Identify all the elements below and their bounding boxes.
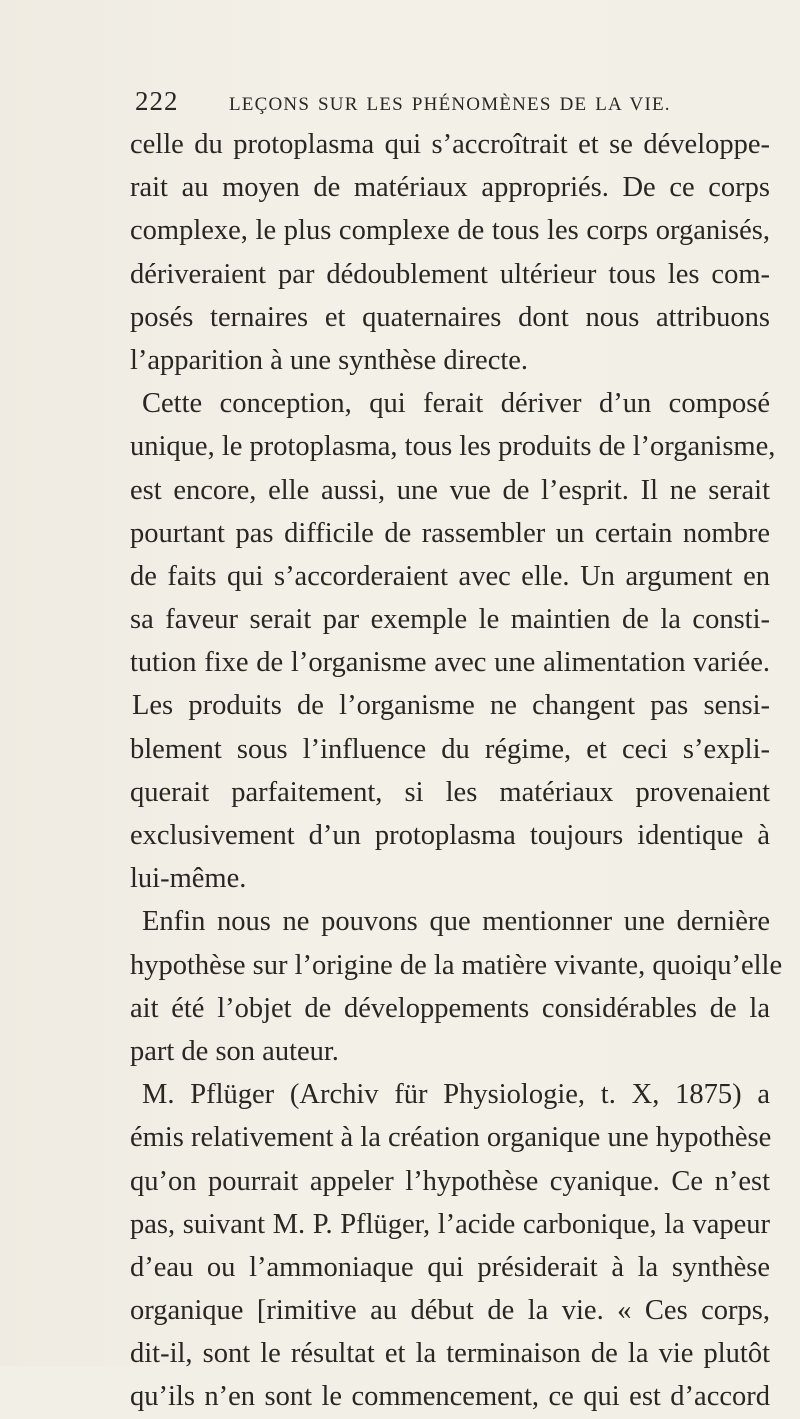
text-line: l’apparition à une synthèse directe.: [130, 344, 529, 376]
text-line: émis relativement à la création organique une hypothèse: [130, 1122, 772, 1154]
text-line: pourtant pas difficile de rassembler un certain nombre: [130, 517, 770, 549]
text-line: pas, suivant M. P. Pflüger, l’acide carbonique, la vapeur: [130, 1208, 770, 1240]
text-line: qu’on pourrait appeler l’hypothèse cyanique. Ce n’est: [130, 1165, 770, 1197]
text-line: posés ternaires et quaternaires dont nous attribuons: [130, 301, 770, 333]
text-line: est encore, elle aussi, une vue de l’esprit. Il ne serait: [130, 474, 770, 506]
text-line: d’eau ou l’ammoniaque qui présiderait à la synthèse: [130, 1251, 770, 1283]
text-line: dit-il, sont le résultat et la terminaison de la vie plutôt: [130, 1338, 770, 1370]
running-title: LEÇONS SUR LES PHÉNOMÈNES DE LA VIE.: [229, 94, 671, 115]
text-line: blement sous l’influence du régime, et ceci s’expli-: [130, 733, 770, 765]
page-number: 222: [135, 86, 179, 116]
text-line: de faits qui s’accorderaient avec elle. Un argument en: [130, 560, 770, 592]
text-line: sa faveur serait par exemple le maintien de la consti-: [130, 604, 770, 636]
text-line: Les produits de l’organisme ne changent pas sensi-: [132, 690, 770, 722]
text-line: Cette conception, qui ferait dériver d’un composé: [142, 388, 770, 420]
text-line: hypothèse sur l’origine de la matière vivante, quoiqu’elle: [130, 949, 783, 981]
body-text: [130, 123, 783, 1419]
text-line: celle du protoplasma qui s’accroîtrait et se développe-: [130, 129, 770, 160]
text-line: tution fixe de l’organisme avec une alimentation variée.: [130, 647, 770, 679]
text-line: qu’ils n’en sont le commencement, ce qui est d’accord: [130, 1381, 770, 1413]
text-line: M. Pflüger (Archiv für Physiologie, t. X, 1875) a: [142, 1079, 770, 1111]
text-line: querait parfaitement, si les matériaux provenaient: [130, 776, 770, 808]
text-line: exclusivement d’un protoplasma toujours identique à: [130, 820, 770, 851]
running-head: [135, 86, 775, 120]
text-line: ait été l’objet de développements considérables de la: [130, 992, 770, 1024]
text-line: dériveraient par dédoublement ultérieur tous les com-: [130, 258, 770, 290]
text-line: organique [rimitive au début de la vie. « Ces corps,: [130, 1295, 770, 1327]
text-line: lui-même.: [130, 863, 247, 895]
text-line: part de son auteur.: [130, 1035, 339, 1067]
text-line: rait au moyen de matériaux appropriés. De ce corps: [130, 172, 770, 204]
text-line: unique, le protoplasma, tous les produits de l’organisme,: [130, 431, 776, 463]
text-line: Enfin nous ne pouvons que mentionner une dernière: [142, 906, 770, 938]
text-line: complexe, le plus complexe de tous les corps organisés,: [130, 215, 770, 247]
